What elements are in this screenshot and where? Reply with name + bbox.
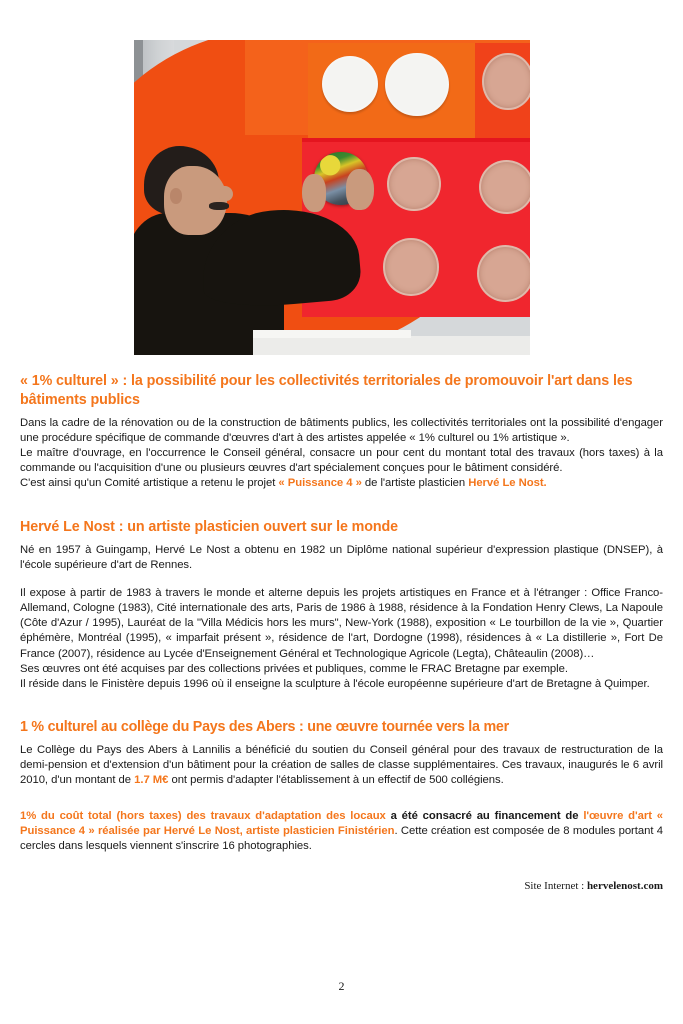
section-2-paragraph-3 [20,662,663,677]
text-run: Ses œuvres ont été acquises par des collections privées et publiques, comme le FRAC Bretagne par exemple. [20,662,568,675]
section-heading-2: Hervé Le Nost : un artiste plasticien ouvert sur le monde [20,518,399,535]
text-run: Le Collège du Pays des Abers à Lannilis a bénéficié du soutien du Conseil général pour des travaux de restructuration de la demi-pension et d'extension d'un bâtiment pour la création de salles de classe supplémentaires. Ces travaux, inaugurés le 6 avril 2010, d'un montant de [20,744,663,787]
floor-band [253,336,530,355]
artist-moustache [209,202,229,210]
section-2-paragraph-2 [20,586,663,662]
amount-value: 1.7 M€ [134,774,169,787]
artwork-circle-dull-1 [482,53,530,111]
page-number: 2 [338,979,345,993]
section-heading-1: « 1% culturel » : la possibilité pour les collectivités territoriales de promouvoir l'art dans les bâtiments publics [20,373,633,408]
article-body [20,372,663,892]
text-run: Dans la cadre de la rénovation ou de la construction de bâtiments publics, les collectivités territoriales ont la possibilité d'engager une procédure spécifique de commande d'œuvres d'art à des artistes appelée « 1% culturel ou 1% artistique ». [20,416,663,444]
highlight-paragraph [20,809,663,855]
text-run: Né en 1957 à Guingamp, Hervé Le Nost a obtenu en 1982 un Diplôme national supérieur d'expression plastique (DNSEP), à l'école supérieure d'art de Rennes. [20,543,663,571]
artwork-circle-dull-2 [387,157,441,211]
text-run: Il expose à partir de 1983 à travers le monde et alterne depuis les projets artistiques en France et à l'étranger : Office Franco-Allemand, Cologne (1983), Cité internationale des arts, Paris de 1986 à 1988, résidence à la Fondation Henry Clews, La Napoule (Côte d'Azur / 1995), Lauréat de la "Villa Médicis hors les murs", New-York (1988), exposition « Le tourbillon de la vie », Quartier éphémère, Montréal (1995), « imparfait présent », résidence de l'art, Dordogne (1998), résidences à « La distillerie », Fort De France (2007), résidence au Lycée d'Enseignement Général et Technologique Agricole (Legta), Châteaulin (2008)… [20,586,663,660]
section-3-paragraph-1 [20,743,663,789]
section-1-paragraph-3 [20,476,663,491]
section-1-paragraph-2 [20,446,663,476]
artwork-photograph [134,40,530,355]
text-run: Il réside dans le Finistère depuis 1996 où il enseigne la sculpture à l'école européenne supérieure d'art de Bretagne à Quimper. [20,678,650,691]
section-2-paragraph-4 [20,677,663,692]
highlight-run-3: l'œuvre d'art « Puissance 4 » réalisée par Hervé Le Nost, artiste plasticien Finistérien [20,809,663,837]
artist-name-herve-le-nost: Hervé Le Nost. [468,477,547,490]
project-name-puissance-4: « Puissance 4 » [278,477,362,490]
highlight-run-2: a été consacré au financement de [385,809,584,822]
photo-canvas [134,40,530,355]
artist-left-hand [302,174,326,212]
artwork-circle-white-1 [322,56,377,112]
highlight-run-1: 1% du coût total (hors taxes) des travaux d'adaptation des locaux [20,809,386,822]
artwork-circle-dull-5 [477,245,530,303]
website-line [20,880,663,892]
site-domain[interactable]: hervelenost.com [586,880,663,893]
artist-right-hand [346,169,374,210]
highlight-run-4: . Cette création est composée de 8 modules portant 4 cercles dans lesquels viennent s'inscrire 16 photographies. [20,824,663,852]
text-run: ont permis d'adapter l'établissement à un effectif de 500 collégiens. [168,774,504,787]
site-label: Site Internet : [524,880,587,893]
artwork-circle-white-2 [385,53,448,117]
text-run: Le maître d'ouvrage, en l'occurrence le Conseil général, consacre un pour cent du montant total des travaux (hors taxes) à la commande ou l'acquisition d'une ou plusieurs œuvres d'art spécialement conçues pour le bâtiment considéré. [20,447,663,475]
artwork-circle-dull-3 [479,160,530,214]
section-1-paragraph-1 [20,416,663,446]
section-heading-3: 1 % culturel au collège du Pays des Abers : une œuvre tournée vers la mer [20,719,509,736]
text-run: de l'artiste plasticien [361,477,469,490]
artist-ear [170,188,183,204]
artwork-circle-dull-4 [383,238,438,296]
artist-nose [219,186,233,200]
floor-highlight [253,330,411,338]
artwork-panel-red-edge [302,138,530,143]
text-run: C'est ainsi qu'un Comité artistique a retenu le projet [20,477,279,490]
section-2-paragraph-1 [20,543,663,573]
